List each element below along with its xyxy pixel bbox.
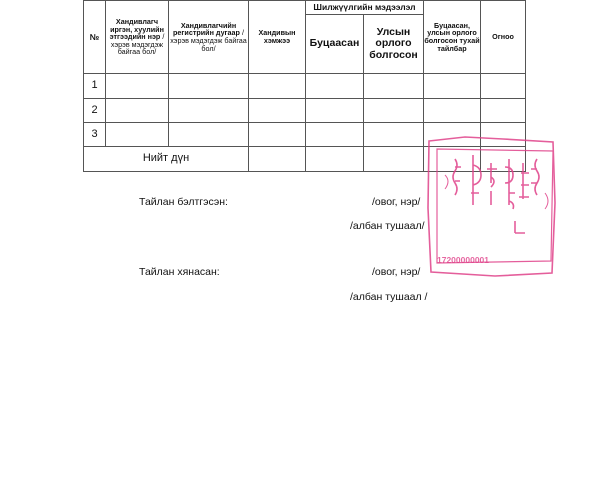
header-note: Буцаасан, улсын орлого болгосон тухай тайлбар <box>424 1 481 74</box>
header-donor-register <box>169 1 249 74</box>
reviewed-position-hint: /албан тушаал / <box>350 291 428 303</box>
stamp-number: 17200000001 <box>437 255 490 265</box>
total-label: Нийт дүн <box>84 147 249 172</box>
header-no: № <box>84 1 106 74</box>
header-transfer-group: Шилжүүлгийн мэдээлэл <box>306 1 424 15</box>
official-stamp <box>425 133 558 280</box>
prepared-name-hint: /овог, нэр/ <box>372 196 421 208</box>
header-returned: Буцаасан <box>306 15 364 74</box>
table-row <box>84 99 526 123</box>
reviewed-by-label: Тайлан хянасан: <box>139 266 220 278</box>
row-number: 1 <box>84 74 106 99</box>
prepared-by-label: Тайлан бэлтгэсэн: <box>139 196 228 208</box>
prepared-position-hint: /албан тушаал/ <box>350 220 425 232</box>
header-donor-name-note: /хэрэв мэдэгдэж байгаа бол/ <box>110 32 165 57</box>
reviewed-name-hint: /овог, нэр/ <box>372 266 421 278</box>
header-donor-register-label: Хандивлагчийн регистрийн дугаар <box>173 20 240 38</box>
row-number: 3 <box>84 123 106 147</box>
header-date: Огноо <box>481 1 526 74</box>
row-number: 2 <box>84 99 106 123</box>
header-donor-register-note: /хэрэв мэдэгдэж байгаа бол/ <box>170 28 247 53</box>
header-to-budget: Улсын орлого болгосон <box>364 15 424 74</box>
header-amount: Хандивын хэмжээ <box>249 1 306 74</box>
header-donor-name-label: Хандивлагч иргэн, хуулийн этгээдийн нэр <box>109 17 164 42</box>
table-row <box>84 74 526 99</box>
header-donor-name <box>106 1 169 74</box>
